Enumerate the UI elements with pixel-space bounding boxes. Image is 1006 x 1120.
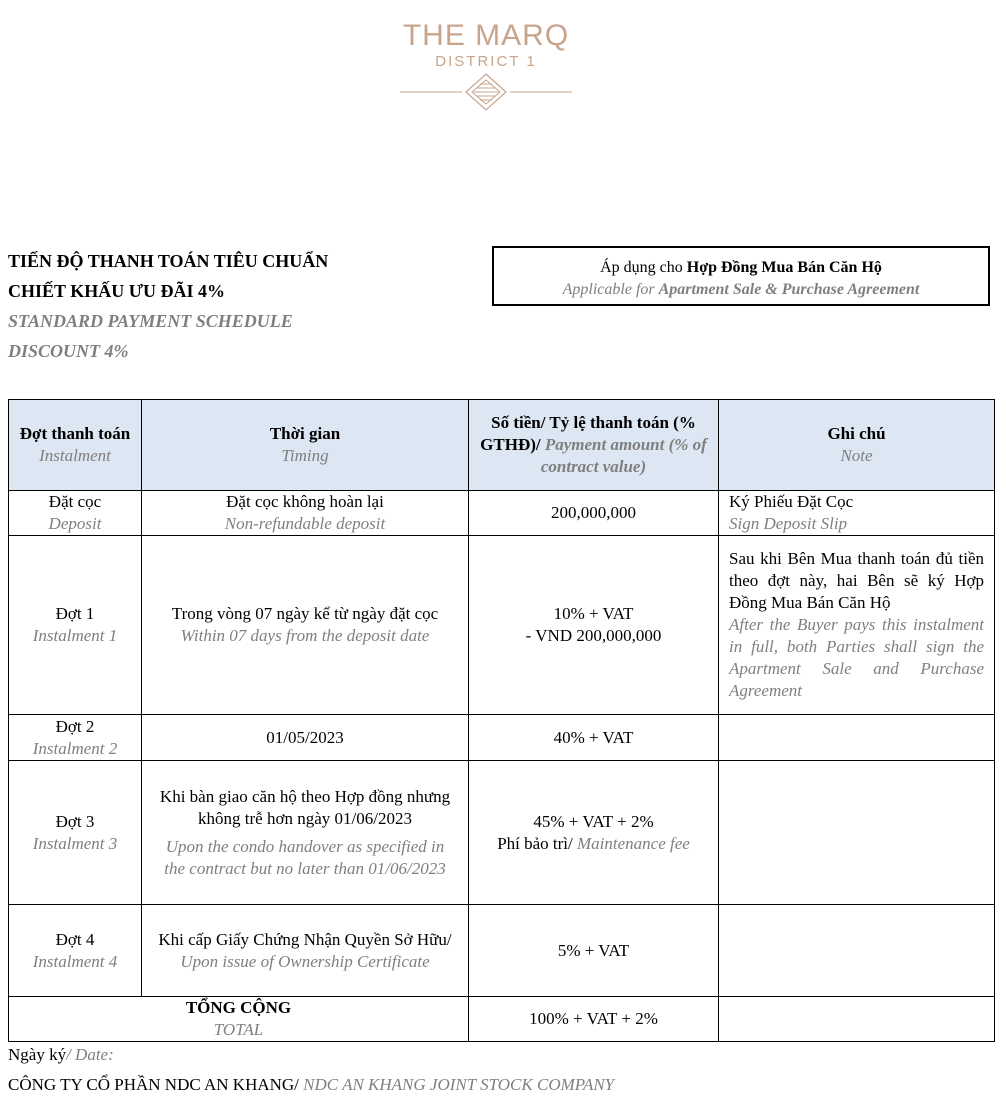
table-row	[9, 761, 995, 905]
signing-date: Ngày ký/ Date:	[8, 1045, 114, 1064]
cell-instalment: Đặt cọc Deposit	[9, 491, 142, 536]
applicability-box	[492, 246, 990, 306]
company-name: CÔNG TY CỔ PHẦN NDC AN KHANG/ NDC AN KHANG JOINT STOCK COMPANY	[8, 1075, 615, 1094]
cell-timing: Khi bàn giao căn hộ theo Hợp đồng nhưng không trễ hơn ngày 01/06/2023 Upon the condo handover as specified in the contract but no later than 01/06/2023	[142, 761, 469, 905]
cell-instalment: Đợt 1 Instalment 1	[9, 536, 142, 715]
table-row	[9, 491, 995, 536]
cell-timing: Đặt cọc không hoàn lại Non-refundable deposit	[142, 491, 469, 536]
cell-timing: 01/05/2023	[142, 715, 469, 761]
cell-instalment: Đợt 2 Instalment 2	[9, 715, 142, 761]
cell-instalment: Đợt 3 Instalment 3	[9, 761, 142, 905]
logo	[0, 18, 972, 116]
table-row	[9, 715, 995, 761]
cell-note	[719, 761, 995, 905]
table-row	[9, 536, 995, 715]
cell-note: Sau khi Bên Mua thanh toán đủ tiền theo đợt này, hai Bên sẽ ký Hợp Đồng Mua Bán Căn Hộ After the Buyer pays this instalment in full, both Parties shall sign the Apartment Sale and Purchase Agreement	[719, 536, 995, 715]
cell-amount: 5% + VAT	[469, 905, 719, 997]
logo-subtitle: DISTRICT 1	[435, 53, 537, 70]
payment-schedule-table	[8, 399, 995, 1042]
total-note	[719, 997, 995, 1042]
logo-title: THE MARQ	[402, 19, 570, 52]
table-row	[9, 905, 995, 997]
applicability-vi: Áp dụng cho Hợp Đồng Mua Bán Căn Hộ	[600, 259, 882, 276]
header-note: Ghi chú Note	[719, 400, 995, 491]
header-amount: Số tiền/ Tỷ lệ thanh toán (% GTHĐ)/ Payment amount (% of contract value)	[469, 400, 719, 491]
cell-amount: 10% + VAT - VND 200,000,000	[469, 536, 719, 715]
heading-title-en: STANDARD PAYMENT SCHEDULE	[8, 311, 293, 331]
heading-discount-en: DISCOUNT 4%	[8, 341, 129, 361]
cell-amount: 45% + VAT + 2% Phí bảo trì/ Maintenance fee	[469, 761, 719, 905]
header-instalment: Đợt thanh toán Instalment	[9, 400, 142, 491]
total-amount: 100% + VAT + 2%	[469, 997, 719, 1042]
cell-timing: Khi cấp Giấy Chứng Nhận Quyền Sở Hữu/ Upon issue of Ownership Certificate	[142, 905, 469, 997]
table-header-row	[9, 400, 995, 491]
cell-note: Ký Phiếu Đặt Cọc Sign Deposit Slip	[719, 491, 995, 536]
total-label: TỔNG CỘNG TOTAL	[9, 997, 469, 1042]
table-total-row	[9, 997, 995, 1042]
cell-note	[719, 905, 995, 997]
schedule-heading	[8, 246, 328, 366]
logo-emblem-icon	[400, 72, 572, 116]
cell-amount: 40% + VAT	[469, 715, 719, 761]
cell-instalment: Đợt 4 Instalment 4	[9, 905, 142, 997]
cell-amount: 200,000,000	[469, 491, 719, 536]
cell-timing: Trong vòng 07 ngày kể từ ngày đặt cọc Within 07 days from the deposit date	[142, 536, 469, 715]
cell-note	[719, 715, 995, 761]
applicability-en: Applicable for Apartment Sale & Purchase Agreement	[562, 281, 920, 298]
heading-title-vi: TIẾN ĐỘ THANH TOÁN TIÊU CHUẨN	[8, 251, 329, 271]
heading-discount-vi: CHIẾT KHẤU ƯU ĐÃI 4%	[8, 281, 226, 301]
header-timing: Thời gian Timing	[142, 400, 469, 491]
